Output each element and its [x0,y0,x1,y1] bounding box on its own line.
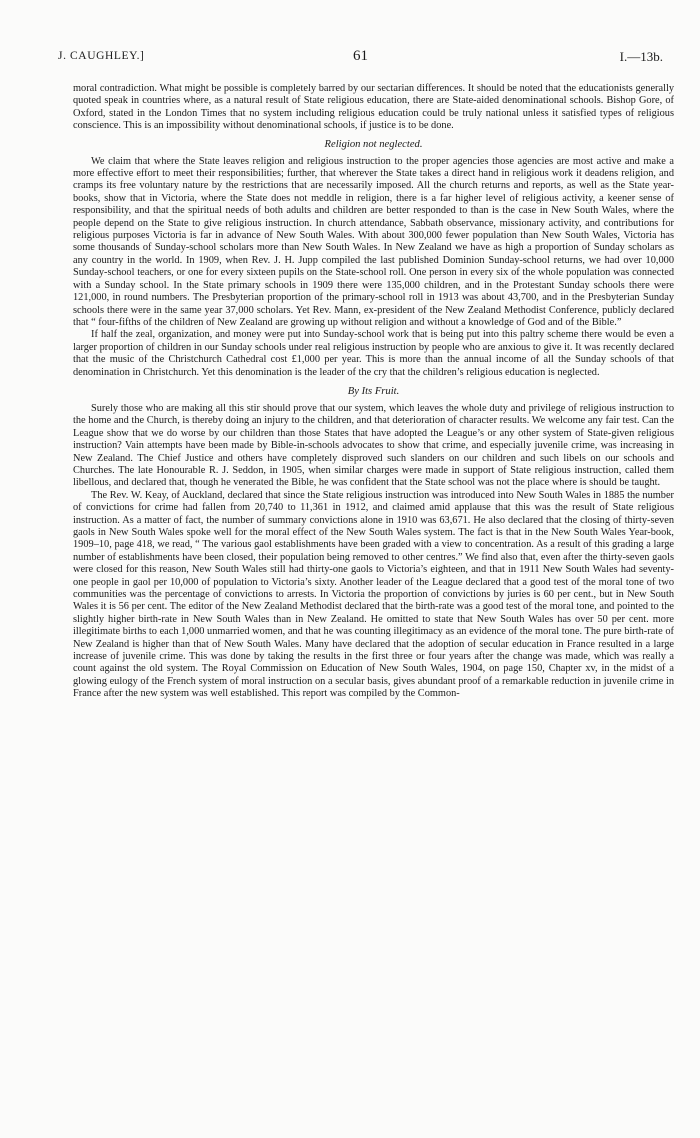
paragraph: Surely those who are making all this stir should prove that our system, which leaves the whole duty and privilege of religious instruction to the home and the Church, is thereby doing an injury to the children, and that deterioration of character results. We welcome any fair test. Can the League show that we do worse by our children than those States that have adopted the League’s or any other system of State-given religious instruction? Vain attempts have been made by Bible-in-schools advocates to show that crime, and especially juvenile crime, was increasing in New Zealand. The Chief Justice and others have completely disproved such slanders on our children and such libels on our schools and Churches. The late Honourable R. J. Seddon, in 1905, when similar charges were made in support of State religious instruction, called them libellous, and declared that, though he venerated the Bible, he was confident that the State school was not the place where is should be taught. [73,402,674,489]
paragraph: The Rev. W. Keay, of Auckland, declared that since the State religious instruction was introduced into New South Wales in 1885 the number of convictions for crime had fallen from 20,740 to 11,361 in 1912, and claimed amid applause that this was the result of State religious instruction. As a matter of fact, the number of summary convictions alone in 1910 was 63,671. He also declared that the closing of thirty-seven gaols in New South Wales spoke well for the moral effect of the New South Wales system. The fact is that in the New South Wales Year-book, 1909–10, page 418, we read, “ The various gaol establishments have been graded with a view to concentration. As a result of this grading a large number of establishments have been closed, their population being removed to other centres.” We find also that, even after the thirty-seven gaols were closed for this reason, New South Wales still had thirty-one gaols to Victoria’s eighteen, and that in 1911 New South Wales had seventy-one people in gaol per 10,000 of population to Victoria’s sixty. Another leader of the League declared that a good test of the moral tone of two communities was the percentage of convictions to arrests. In Victoria the proportion of convictions by juries is 60 per cent., but in New South Wales it is 56 per cent. The editor of the New Zealand Methodist declared that the birth-rate was a good test of the moral tone, and pointed to the slightly higher birth-rate in New South Wales than in New Zealand. He omitted to state that New South Wales has over 50 per cent. more illegitimate births to each 1,000 unmarried women, and that he was counting illegitimacy as an evidence of the moral tone. The pure birth-rate of New Zealand is higher than that of New South Wales. Many have declared that the adoption of secular education in France resulted in a large increase of juvenile crime. This was done by taking the results in the first three or four years after the change was made, which was really a count against the old system. The Royal Commission on Education of New South Wales, 1904, on page 150, Chapter xv, in the midst of a glowing eulogy of the French system of moral instruction on a secular basis, gives abundant proof of a remarkable reduction in juvenile crime in France after the new system was well established. This report was compiled by the Common- [73,489,674,700]
section-heading: By Its Fruit. [347,385,400,397]
page-body [73,83,674,701]
header-author: J. CAUGHLEY.] [58,50,145,62]
paragraph: moral contradiction. What might be possible is completely barred by our sectarian differences. It should be noted that the educationists generally quoted speak in countries where, as a natural result of State religious education, there are State-aided denominational schools. Bishop Gore, of Oxford, stated in the London Times that no system including religious education could be truly national unless it satisfied types of religious conscience. This is an impossibility without denominational schools, if justice is to be done. [73,83,674,132]
paragraph: We claim that where the State leaves religion and religious instruction to the proper agencies those agencies are most active and make a more effective effort to meet their responsibilities; further, that wherever the State takes a direct hand in religious work it deadens religion, and cramps its free voluntary nature by the restrictions that are necessarily imposed. All the church returns and reports, as well as the State year-books, show that in Victoria, where the State does not meddle in religion, there is a far higher level of religious activity, a keener sense of responsibility, and that the spiritual needs of both adults and children are better responded to than is the case in New South Wales, where the people depend on the State to give religious instruction. In church attendance, Sabbath observance, missionary activity, and contributions for religious purposes Victoria is far in advance of New South Wales. With about 300,000 fewer population than New South Wales, Victoria has some thousands of Sunday-school scholars more than New South Wales. In New Zealand we have as high a proportion of Sunday scholars as any country in the world. In 1909, when Rev. J. H. Jupp compiled the last published Dominion Sunday-school returns, we had over 10,000 Sunday-school teachers, or one for every sixteen pupils on the State-school roll. One person in every six of the whole population was connected with a Sunday school. In the State primary schools in 1909 there were 135,000 children, and in the Protestant Sunday schools there were 121,000, in round numbers. The Presbyterian proportion of the primary-school roll in 1913 was about 43,700, and in the Presbyterian Sunday schools there were in the same year 37,000 scholars. Yet Rev. Mann, ex-president of the New Zealand Methodist Conference, publicly declared that “ four-fifths of the children of New Zealand are growing up without religion and without a knowledge of God and of the Bible.” [73,155,674,328]
paragraph: If half the zeal, organization, and money were put into Sunday-school work that is being put into this paltry scheme there would be even a larger proportion of children in our Sunday schools under real religious instruction by people who are anxious to give it. It was recently declared that the music of the Christchurch Cathedral cost £1,000 per year. This is more than the annual income of all the Sunday schools of that denomination in Christchurch. Yet this denomination is the leader of the cry that the children’s religious education is neglected. [73,329,674,378]
header-page-number: 61 [353,48,368,64]
header-document-ref: I.—13b. [619,49,663,64]
section-heading: Religion not neglected. [324,138,423,150]
page-header [58,48,663,70]
